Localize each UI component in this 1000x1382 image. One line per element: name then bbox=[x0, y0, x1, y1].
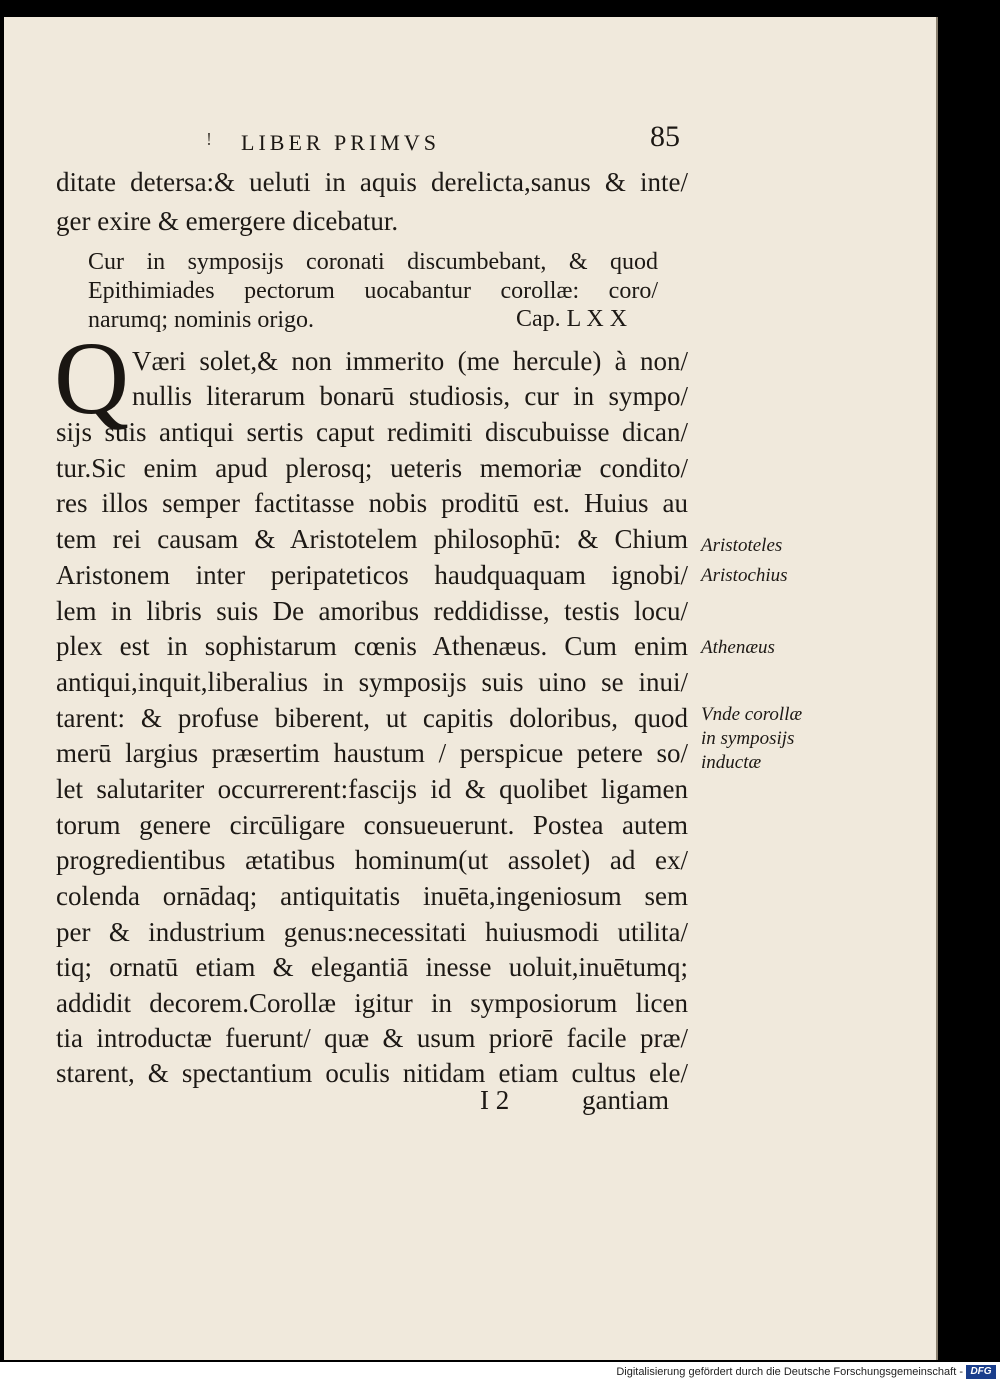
chapter-heading-line: Epithimiades pectorum uocabantur corollæ: coro/ bbox=[88, 278, 658, 304]
drop-cap: Q bbox=[54, 321, 130, 436]
text-line: tur.Sic enim apud plerosq; ueteris memoriæ condito/ bbox=[56, 453, 688, 483]
text-line: ditate detersa:& ueluti in aquis derelicta,sanus & inte/ bbox=[56, 167, 688, 197]
text-line: starent, & spectantium oculis nitidam etiam cultus ele/ bbox=[56, 1058, 688, 1088]
text-line: addidit decorem.Corollæ igitur in symposiorum licen bbox=[56, 988, 688, 1018]
margin-note: Athenæus bbox=[701, 637, 775, 658]
book-page bbox=[4, 17, 936, 1360]
text-line: sijs suis antiqui sertis caput redimiti discubuisse dican/ bbox=[56, 417, 688, 447]
catchword: gantiam bbox=[582, 1085, 669, 1115]
margin-note: in symposijs bbox=[701, 728, 795, 749]
margin-note: Vnde corollæ bbox=[701, 704, 803, 725]
folio-number: 85 bbox=[650, 120, 680, 153]
text-line: colenda ornādaq; antiquitatis inuēta,ingeniosum sem bbox=[56, 881, 688, 911]
text-line: tia introductæ fuerunt/ quæ & usum priorē facile præ/ bbox=[56, 1023, 688, 1053]
text-line: res illos semper factitasse nobis proditū est. Huius au bbox=[56, 488, 688, 518]
text-line: tarent: & profuse biberent, ut capitis doloribus, quod bbox=[56, 703, 688, 733]
text-line: merū largius præsertim haustum / perspicue petere so/ bbox=[56, 738, 688, 768]
text-line: per & industrium genus:necessitati huiusmodi utilita/ bbox=[56, 917, 688, 947]
header-mark: ! bbox=[206, 129, 212, 149]
signature-mark: I 2 bbox=[480, 1085, 510, 1115]
margin-note: inductæ bbox=[701, 752, 762, 773]
margin-note: Aristoteles bbox=[701, 535, 783, 556]
text-line: Væri solet,& non immerito (me hercule) à non/ bbox=[132, 346, 688, 376]
text-line: nullis literarum bonarū studiosis, cur in sympo/ bbox=[132, 381, 688, 411]
text-line: lem in libris suis De amoribus reddidisse, testis locu/ bbox=[56, 596, 688, 626]
margin-note: Aristochius bbox=[701, 565, 788, 586]
page-edge bbox=[936, 17, 938, 1360]
chapter-heading-line: narumq; nominis origo. bbox=[88, 307, 314, 333]
text-line: plex est in sophistarum cœnis Athenæus. Cum enim bbox=[56, 631, 688, 661]
text-line: progredientibus ætatibus hominum(ut assolet) ad ex/ bbox=[56, 845, 688, 875]
footer-bar bbox=[0, 1362, 1000, 1382]
text-line: ger exire & emergere dicebatur. bbox=[56, 206, 399, 236]
chapter-number: Cap. L X X bbox=[516, 306, 628, 332]
dfg-logo: DFG bbox=[966, 1365, 996, 1379]
text-line: antiqui,inquit,liberalius in symposijs suis uino se inui/ bbox=[56, 667, 688, 697]
text-line: tiq; ornatū etiam & elegantiā inesse uoluit,inuētumq; bbox=[56, 952, 688, 982]
text-line: torum genere circūligare consueuerunt. Postea autem bbox=[56, 810, 688, 840]
text-line: tem rei causam & Aristotelem philosophū: & Chium bbox=[56, 524, 688, 554]
chapter-heading-line: Cur in symposijs coronati discumbebant, & quod bbox=[88, 249, 658, 275]
text-line: Aristonem inter peripateticos haudquaquam ignobi/ bbox=[56, 560, 688, 590]
running-header: LIBER PRIMVS bbox=[241, 130, 440, 155]
text-line: let salutariter occurrerent:fascijs id & quolibet ligamen bbox=[56, 774, 688, 804]
funding-credit: Digitalisierung gefördert durch die Deutsche Forschungsgemeinschaft - bbox=[616, 1366, 963, 1378]
